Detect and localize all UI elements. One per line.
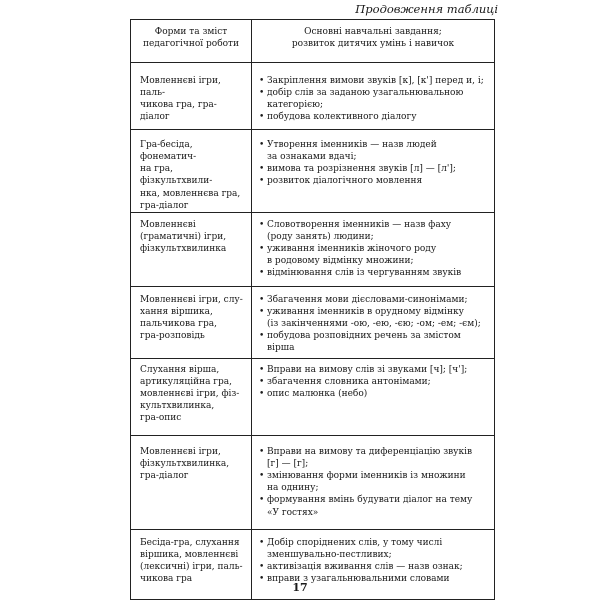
task-item	[258, 470, 488, 494]
forms-line: Мовленнєві ігри, слу-	[140, 294, 243, 305]
forms-line: Мовленнєві	[140, 219, 196, 230]
task-item	[258, 388, 488, 400]
header-tasks-line: розвиток дитячих умінь і навичок	[291, 39, 455, 50]
task-item	[258, 446, 488, 470]
task-line: • опис малюнка (небо)	[267, 389, 368, 400]
forms-line: пальчикова гра,	[140, 319, 217, 330]
header-forms	[131, 20, 252, 63]
table-row	[131, 286, 495, 358]
task-item	[258, 163, 488, 175]
task-item	[258, 111, 488, 123]
task-item	[258, 364, 488, 376]
forms-line: фізкультхвилинка,	[140, 458, 230, 469]
task-line: • уживання іменників жіночого роду	[267, 244, 437, 255]
task-line: зменшувально-пестливих;	[267, 549, 392, 560]
forms-cell	[131, 130, 252, 213]
task-item	[258, 267, 488, 279]
forms-line: гра-розповідь	[140, 331, 205, 342]
table-row	[131, 63, 495, 130]
forms-line: чикова гра, гра-діалог	[140, 100, 217, 123]
task-line: • Збагачення мови дієсловами-синонімами;	[267, 294, 468, 305]
forms-cell	[131, 212, 252, 286]
table-header-row	[131, 20, 495, 63]
table-row	[131, 212, 495, 286]
forms-line: (лексичні) ігри, паль-	[140, 562, 243, 573]
forms-line: фізкультхвилинка	[140, 244, 227, 255]
forms-cell	[131, 435, 252, 529]
task-item	[258, 75, 488, 87]
task-line: • активізація вживання слів — назв ознак;	[267, 562, 463, 573]
header-forms-line: Форми та зміст	[154, 27, 228, 37]
forms-cell	[131, 286, 252, 358]
task-item	[258, 294, 488, 306]
forms-line: (граматичні) ігри,	[140, 231, 227, 242]
task-item	[258, 376, 488, 388]
task-line: • побудова колективного діалогу	[267, 112, 417, 123]
task-item	[258, 87, 488, 111]
forms-line: артикуляційна гра,	[140, 376, 233, 387]
task-item	[258, 494, 488, 518]
forms-line: культхвилинка,	[140, 401, 215, 412]
table-continuation-caption: Продовження таблиці	[355, 2, 498, 16]
header-tasks-line: Основні навчальні завдання;	[304, 27, 442, 37]
task-line: • Добір споріднених слів, у тому числі	[267, 537, 443, 548]
task-item	[258, 243, 488, 267]
task-line: • Вправи на вимову слів зі звуками [ч]; [ч'];	[267, 364, 468, 375]
task-line: за ознаками вдачі;	[267, 152, 357, 163]
forms-cell	[131, 358, 252, 435]
task-item	[258, 139, 488, 163]
task-line: • збагачення словника антонімами;	[267, 376, 431, 387]
forms-line: гра-опис	[140, 413, 182, 424]
task-item	[258, 330, 488, 354]
header-forms-line: педагогічної роботи	[142, 39, 240, 50]
task-line: категорією;	[267, 100, 323, 111]
forms-line: хання віршика,	[140, 306, 213, 317]
task-item	[258, 561, 488, 573]
forms-line: на гра, фізкультхвили-	[140, 164, 213, 187]
tasks-cell	[252, 212, 495, 286]
forms-line: Гра-бесіда, фонематич-	[140, 140, 197, 163]
task-item	[258, 306, 488, 330]
forms-line: гра-діалог	[140, 471, 189, 482]
task-line: на однину;	[267, 483, 319, 494]
task-line: (роду занять) людини;	[267, 231, 374, 242]
tasks-cell	[252, 63, 495, 130]
task-line: «У гостях»	[267, 507, 319, 518]
task-line: [г] — [г];	[267, 458, 309, 469]
task-line: • вправи з узагальнювальними словами	[267, 574, 450, 585]
forms-line: Бесіда-гра, слухання	[140, 537, 240, 548]
task-line: • Вправи на вимову та диференціацію звуків	[267, 446, 473, 457]
forms-line: нка, мовленнєва гра,	[140, 188, 241, 199]
task-line: (із закінченнями -ою, -ею, -єю; -ом; -ем; -єм);	[267, 319, 481, 330]
forms-line: чикова гра	[140, 574, 193, 585]
lesson-table	[130, 19, 495, 600]
task-line: • уживання іменників в орудному відмінку	[267, 306, 464, 317]
task-line: • Словотворення іменників — назв фаху	[267, 219, 452, 230]
table-row	[131, 435, 495, 529]
task-line: • формування вмінь будувати діалог на тему	[267, 495, 473, 506]
forms-cell	[131, 63, 252, 130]
tasks-cell	[252, 358, 495, 435]
task-line: • відмінювання слів із чергуванням звуків	[267, 268, 462, 279]
task-item	[258, 537, 488, 561]
page-number: 17	[292, 581, 308, 594]
tasks-cell	[252, 130, 495, 213]
forms-line: Слухання вірша,	[140, 364, 220, 375]
tasks-cell	[252, 286, 495, 358]
task-line: в родовому відмінку множини;	[267, 256, 414, 267]
task-item	[258, 175, 488, 187]
task-line: • Утворення іменників — назв людей	[267, 140, 437, 150]
forms-line: Мовленнєві ігри,	[140, 446, 221, 457]
task-item	[258, 219, 488, 243]
table-row	[131, 358, 495, 435]
forms-line: віршика, мовленнєві	[140, 549, 239, 560]
forms-line: Мовленнєві ігри, паль-	[140, 76, 221, 99]
table-row	[131, 130, 495, 213]
forms-line: гра-діалог	[140, 200, 189, 211]
task-line: • побудова розповідних речень за змістом вірша	[267, 331, 461, 354]
forms-line: мовленнєві ігри, фіз-	[140, 389, 240, 400]
task-line: • добір слів за заданою узагальнювальною	[267, 88, 464, 99]
task-line: • змінювання форми іменників із множини	[267, 471, 466, 482]
tasks-cell	[252, 435, 495, 529]
task-line: • розвиток діалогічного мовлення	[267, 176, 423, 187]
task-line: • вимова та розрізнення звуків [л] — [л'];	[267, 164, 456, 175]
header-tasks	[252, 20, 495, 63]
task-line: • Закріплення вимови звуків [к], [к'] перед и, і;	[267, 76, 484, 86]
